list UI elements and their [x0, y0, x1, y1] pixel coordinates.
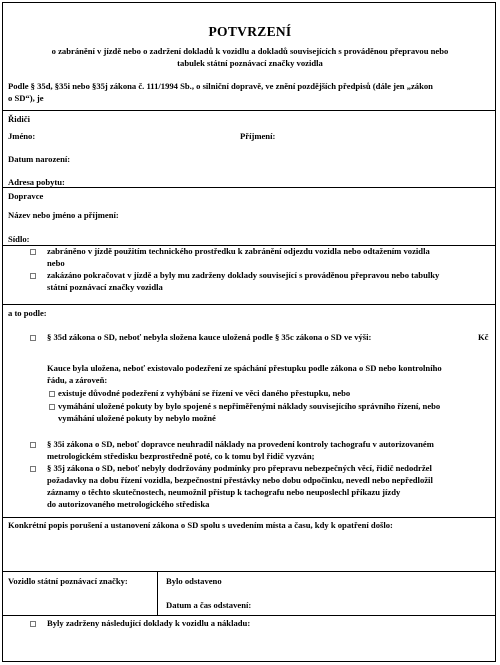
s35i-line1: § 35i zákona o SD, neboť dopravce neuhradil náklady na provedení kontroly tachografu v autorizovaném — [47, 439, 434, 449]
prevented-checkbox[interactable] — [30, 249, 36, 255]
s35j-line3: záznamy o těchto skutečnostech, neumožnil přístup k tachografu nebo neuposlechl příkazu jízdy — [47, 487, 401, 497]
carrier-name-label[interactable]: Název nebo jméno a příjmení: — [8, 210, 119, 220]
bail-currency: Kč — [478, 332, 489, 342]
documents-checkbox[interactable] — [30, 621, 36, 627]
s35j-checkbox[interactable] — [30, 466, 36, 472]
s35j-line4: do autorizovaného metrologického střediska — [47, 499, 210, 509]
vehicle-plate-label[interactable]: Vozidlo státní poznávací značky: — [8, 576, 128, 586]
suspended-line2: státní poznávací značky vozidla — [47, 282, 163, 292]
s35d-text: § 35d zákona o SD, neboť nebyla složena kauce uložená podle § 35c zákona o SD ve výši: — [47, 332, 372, 342]
vehicle-parked-label[interactable]: Bylo odstaveno — [166, 576, 222, 586]
divider-vehicle — [2, 571, 496, 572]
driver-name-label[interactable]: Jméno: — [8, 131, 36, 141]
divider-driver — [2, 110, 496, 111]
reason2-line2: vymáhání uložené pokuty by nebylo možné — [58, 413, 216, 423]
s35i-checkbox[interactable] — [30, 442, 36, 448]
form-title: POTVRZENÍ — [208, 24, 292, 39]
carrier-seat-label[interactable]: Sídlo: — [8, 234, 30, 244]
carrier-heading: Dopravce — [8, 191, 44, 201]
reason1-checkbox[interactable] — [49, 391, 55, 397]
bail-reason-line1: Kauce byla uložena, neboť existovalo podezření ze spáchání přestupku podle zákona o SD nebo kontrolního — [47, 363, 442, 373]
reason1-text: existuje důvodné podezření z vyhýbání se řízení ve věci daného přestupku, nebo — [58, 388, 351, 398]
vehicle-parked-datetime-label[interactable]: Datum a čas odstavení: — [166, 600, 252, 610]
suspended-line1: zakázáno pokračovat v jízdě a byly mu zadrženy doklady související s prováděnou přepravou nebo tabulky — [47, 270, 440, 280]
reason2-line1: vymáhání uložené pokuty by bylo spojené s nepřiměřenými náklady souvisejícího správního řízení, nebo — [58, 401, 441, 411]
form-subtitle-line1: o zabránění v jízdě nebo o zadržení dokladů k vozidlu a dokladů souvisejících s prováděnou přepravou nebo — [51, 46, 449, 56]
driver-address-label[interactable]: Adresa pobytu: — [8, 177, 65, 187]
bail-reason-line2: řádu, a zároveň: — [47, 375, 108, 385]
s35j-line2: požadavky na dobu řízení vozidla, bezpečnostní přestávky nebo dobu odpočinku, nevedl nebo nepředložil — [47, 475, 433, 485]
divider-carrier — [2, 187, 496, 188]
suspended-checkbox[interactable] — [30, 273, 36, 279]
driver-surname-label[interactable]: Příjmení: — [240, 131, 276, 141]
driver-dob-label[interactable]: Datum narození: — [8, 154, 71, 164]
documents-label: Byly zadrženy následující doklady k vozidlu a nákladu: — [47, 618, 251, 628]
driver-heading: Řidiči — [8, 114, 30, 124]
form-subtitle-line2: tabulek státní poznávací značky vozidla — [177, 58, 323, 68]
s35j-line1: § 35j zákona o SD, neboť nebyly dodržovány podmínky pro přepravu nebezpečných věcí, řidič nedodržel — [47, 463, 432, 473]
divider-grounds — [2, 304, 496, 305]
reason2-checkbox[interactable] — [49, 404, 55, 410]
grounds-heading: a to podle: — [8, 308, 47, 318]
intro-line2: o SD“), je — [8, 93, 44, 103]
intro-line1: Podle § 35d, §35i nebo §35j zákona č. 111/1994 Sb., o silniční dopravě, ve znění pozdějších předpisů (dále jen „zákon — [8, 81, 433, 91]
divider-description — [2, 517, 496, 518]
s35i-line2: metrologickém středisku bezprostředně poté, co k tomu byl řidič vyzván; — [47, 451, 315, 461]
vehicle-column-divider — [157, 571, 158, 615]
description-label[interactable]: Konkrétní popis porušení a ustanovení zákona o SD spolu s uvedením místa a času, kdy k opatření došlo: — [8, 520, 393, 530]
prevented-line2: nebo — [47, 258, 65, 268]
s35d-checkbox[interactable] — [30, 335, 36, 341]
divider-documents — [2, 615, 496, 616]
prevented-line1: zabráněno v jízdě použitím technického prostředku k zabránění odjezdu vozidla nebo odtažením vozidla — [47, 246, 430, 256]
